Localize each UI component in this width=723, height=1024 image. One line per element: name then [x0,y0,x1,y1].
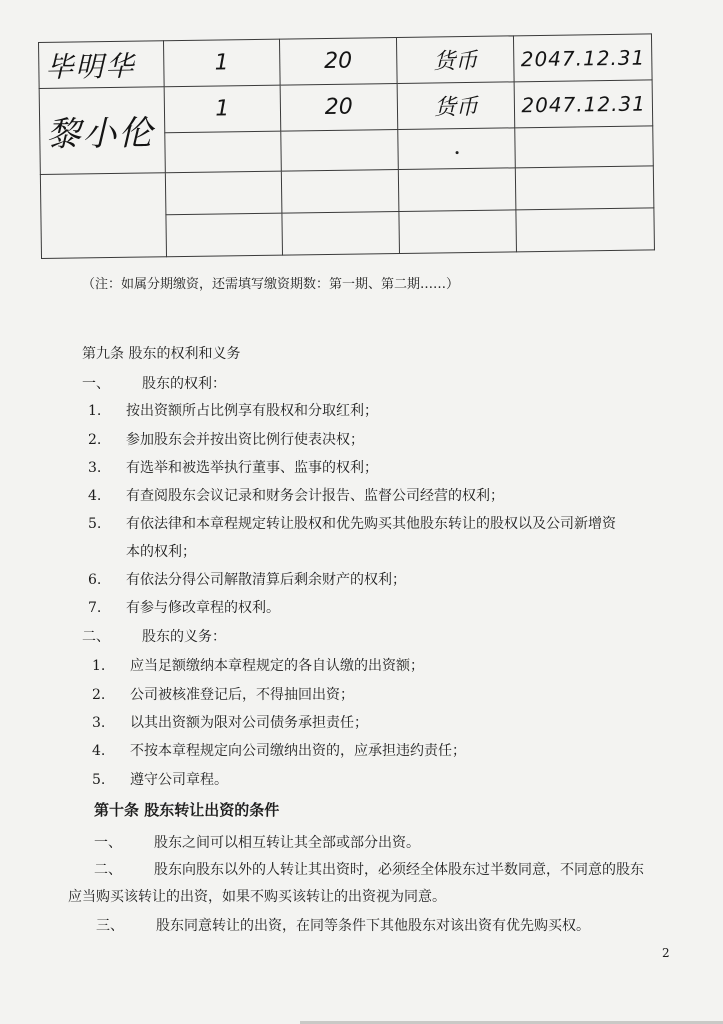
table-cell [281,129,398,171]
article-10-title: 第十条 股东转让出资的条件 [94,801,280,819]
item-text: 公司被核准登记后，不得抽回出资； [130,687,354,703]
table-cell [515,126,653,168]
list-item [88,459,378,477]
list-item-continuation: 应当购买该转让的出资，如果不购买该转让的出资视为同意。 [68,889,446,905]
item-text: 有依法律和本章程规定转让股权和优先购买其他股东转让的股权以及公司新增资 [126,516,616,532]
list-item [88,515,616,533]
list-item [88,431,364,449]
contribution-date: 2047.12.31 [514,34,652,82]
table-cell [516,166,654,210]
duties-heading-num: 二、 [82,629,110,645]
item-number: 三、 [96,918,124,934]
list-item [92,714,368,732]
table-cell [40,173,166,259]
list-item [88,571,406,589]
table-cell [166,213,283,257]
contribution-ratio: 20 [279,37,396,85]
article-9-title: 第九条 股东的权利和义务 [82,346,241,362]
item-number: 2. [88,432,102,448]
table-note: （注：如属分期缴资，还需填写缴资期数：第一期、第二期……） [82,277,460,292]
rights-heading-text: 股东的权利： [142,376,226,392]
list-item [92,657,424,675]
item-text: 按出资额所占比例享有股权和分取红利； [126,403,378,419]
item-number: 1. [88,403,102,419]
table-cell [281,169,398,213]
table-cell [399,210,517,254]
list-item [92,771,228,789]
list-item [88,402,378,420]
item-text: 有选举和被选举执行董事、监事的权利； [126,460,378,476]
list-item [88,543,196,561]
duties-heading [82,628,226,646]
item-text: 本的权利； [126,544,196,560]
duties-heading-text: 股东的义务： [142,629,226,645]
shareholder-name: 毕明华 [39,41,164,89]
item-number: 4. [92,743,106,759]
list-item [88,487,504,505]
item-text: 遵守公司章程。 [130,772,228,788]
item-number: 5. [92,772,106,788]
rights-heading [82,375,226,393]
ink-dot [455,151,458,154]
page-number: 2 [662,946,670,960]
contribution-form: 货币 [396,36,514,84]
item-number: 3. [92,715,106,731]
item-text: 参加股东会并按出资比例行使表决权； [126,432,364,448]
item-number: 2. [92,687,106,703]
contribution-ratio: 20 [280,83,397,131]
shareholder-table [38,33,655,259]
table-cell [398,168,516,212]
item-number: 一、 [94,835,122,851]
item-text: 有参与修改章程的权利。 [126,600,280,616]
item-number: 7. [88,600,102,616]
item-number: 4. [88,488,102,504]
item-text: 股东向股东以外的人转让其出资时，必须经全体股东过半数同意，不同意的股东 [154,862,644,878]
item-text: 应当足额缴纳本章程规定的各自认缴的出资额； [130,658,424,674]
list-item [92,686,354,704]
item-text: 股东同意转让的出资，在同等条件下其他股东对该出资有优先购买权。 [156,918,590,934]
contribution-amount: 1 [164,85,281,133]
item-text: 股东之间可以相互转让其全部或部分出资。 [154,835,420,851]
contribution-form: 货币 [397,82,515,130]
table-cell [516,208,654,252]
item-number: 3. [88,460,102,476]
item-text: 有依法分得公司解散清算后剩余财产的权利； [126,572,406,588]
table-cell [165,131,282,173]
item-number: 二、 [94,862,122,878]
item-number: 5. [88,516,102,532]
list-item [94,834,420,852]
item-text: 不按本章程规定向公司缴纳出资的，应承担违约责任； [130,743,466,759]
table-cell [165,171,282,215]
rights-heading-num: 一、 [82,376,110,392]
table-cell [282,211,399,255]
list-item [94,861,644,879]
item-text: 以其出资额为限对公司债务承担责任； [130,715,368,731]
item-number: 1. [92,658,106,674]
list-item [92,742,466,760]
contribution-amount: 1 [163,39,280,87]
shareholder-name: 黎小伦 [39,87,165,175]
list-item [88,599,280,617]
contribution-date: 2047.12.31 [515,80,653,128]
list-item [96,917,590,935]
table-cell [398,128,516,170]
item-text: 有查阅股东会议记录和财务会计报告、监督公司经营的权利； [126,488,504,504]
item-number: 6. [88,572,102,588]
